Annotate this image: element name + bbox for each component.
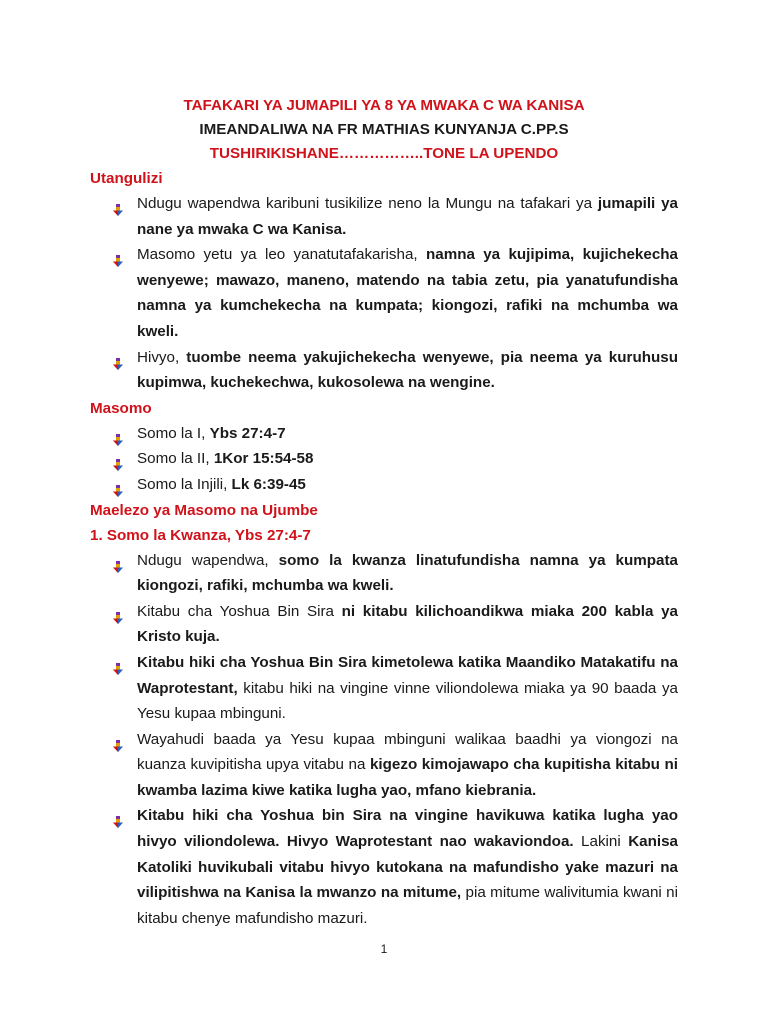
text: kitabu hiki na vingine vinne viliondolewa miaka ya 90 baada ya Yesu kupaa mbinguni.: [137, 679, 678, 723]
document-author: IMEANDALIWA NA FR MATHIAS KUNYANJA C.PP.S: [199, 121, 569, 138]
colored-arrow-bullet-icon: [112, 556, 124, 568]
text: Kitabu cha Yoshua Bin Sira: [137, 602, 342, 620]
list-item: [90, 727, 678, 804]
list-item: [90, 242, 678, 344]
bold-text: namna ya kujipima, kujichekecha wenyewe; mawazo, maneno, matendo na tabia zetu, pia yanatufundisha namna ya kumchekecha na kumpata; kiongozi, rafiki na mchumba wa kweli.: [137, 246, 678, 340]
text: Somo la I,: [137, 424, 210, 442]
bullet-list-maelezo: [90, 548, 678, 932]
list-item: [90, 599, 678, 650]
text: Masomo yetu ya leo yanatutafakarisha,: [137, 246, 426, 264]
list-item: [90, 421, 678, 447]
document-title: TAFAKARI YA JUMAPILI YA 8 YA MWAKA C WA KANISA: [183, 97, 585, 114]
text: Lakini: [573, 833, 629, 851]
bold-text: jumapili ya nane ya mwaka C wa Kanisa.: [137, 195, 678, 238]
text: Hivyo,: [137, 348, 187, 366]
bold-text: Kitabu hiki cha Yoshua bin Sira na vingine havikuwa katika lugha yao hivyo viliondolewa. Hivyo Waprotestant nao wakaviondoa.: [137, 807, 678, 851]
text: Wayahudi baada ya Yesu kupaa mbinguni walikaa baadhi ya viongozi na kuanza kuvipitisha upya vitabu na: [137, 730, 678, 774]
bold-text: 1Kor 15:54-58: [213, 450, 314, 468]
bullet-list-utangulizi: [90, 191, 678, 396]
list-item: [90, 191, 678, 242]
list-item: [90, 472, 678, 498]
list-item: [90, 446, 678, 472]
list-item: [90, 650, 678, 727]
bold-text: Ybs 27:4-7: [209, 424, 286, 442]
page-number: 1: [380, 942, 388, 956]
section-heading-utangulizi: Utangulizi: [90, 170, 163, 187]
list-item: [90, 803, 678, 931]
bold-text: somo la kwanza linatufundisha namna ya kumpata kiongozi, rafiki, mchumba wa kweli.: [137, 551, 678, 595]
bold-text: kigezo kimojawapo cha kupitisha kitabu ni kwamba lazima kiwe katika lugha yao, mfano kiebrania.: [137, 756, 678, 799]
colored-arrow-bullet-icon: [112, 429, 124, 441]
colored-arrow-bullet-icon: [112, 454, 124, 466]
colored-arrow-bullet-icon: [112, 199, 124, 211]
section-heading-masomo: Masomo: [90, 399, 152, 417]
text: pia mitume walivitumia kwani ni kitabu chenye mafundisho mazuri.: [137, 884, 678, 927]
bold-text: ni kitabu kilichoandikwa miaka 200 kabla ya Kristo kuja.: [137, 602, 678, 646]
bullet-list-masomo: [90, 421, 678, 498]
text: Somo la II,: [137, 450, 214, 468]
colored-arrow-bullet-icon: [112, 811, 124, 823]
bold-text: Kitabu hiki cha Yoshua Bin Sira kimetolewa katika Maandiko Matakatifu na Waprotestant,: [137, 653, 678, 697]
colored-arrow-bullet-icon: [112, 353, 124, 365]
colored-arrow-bullet-icon: [112, 658, 124, 670]
list-item: [90, 345, 678, 396]
bold-text: Kanisa Katoliki huvikubali vitabu hivyo kutokana na mafundisho yake mazuri na vilipitishwa na Kanisa la mwanzo na mitume,: [137, 833, 678, 902]
colored-arrow-bullet-icon: [112, 607, 124, 619]
text: Ndugu wapendwa karibuni tusikilize neno la Mungu na tafakari ya: [137, 195, 598, 212]
text: Ndugu wapendwa,: [137, 551, 279, 569]
list-item: [90, 548, 678, 599]
section-heading-maelezo: Maelezo ya Masomo na Ujumbe: [90, 501, 318, 519]
colored-arrow-bullet-icon: [112, 480, 124, 492]
document-motto: TUSHIRIKISHANE……………..TONE LA UPENDO: [209, 145, 559, 162]
colored-arrow-bullet-icon: [112, 735, 124, 747]
bold-text: tuombe neema yakujichekecha wenyewe, pia neema ya kuruhusu kupimwa, kuchekechwa, kukosolewa na wengine.: [137, 348, 679, 392]
section-subheading-somo-la-kwanza: 1. Somo la Kwanza, Ybs 27:4-7: [90, 526, 311, 544]
colored-arrow-bullet-icon: [112, 250, 124, 262]
bold-text: Lk 6:39-45: [231, 475, 306, 493]
text: Somo la Injili,: [137, 475, 232, 493]
